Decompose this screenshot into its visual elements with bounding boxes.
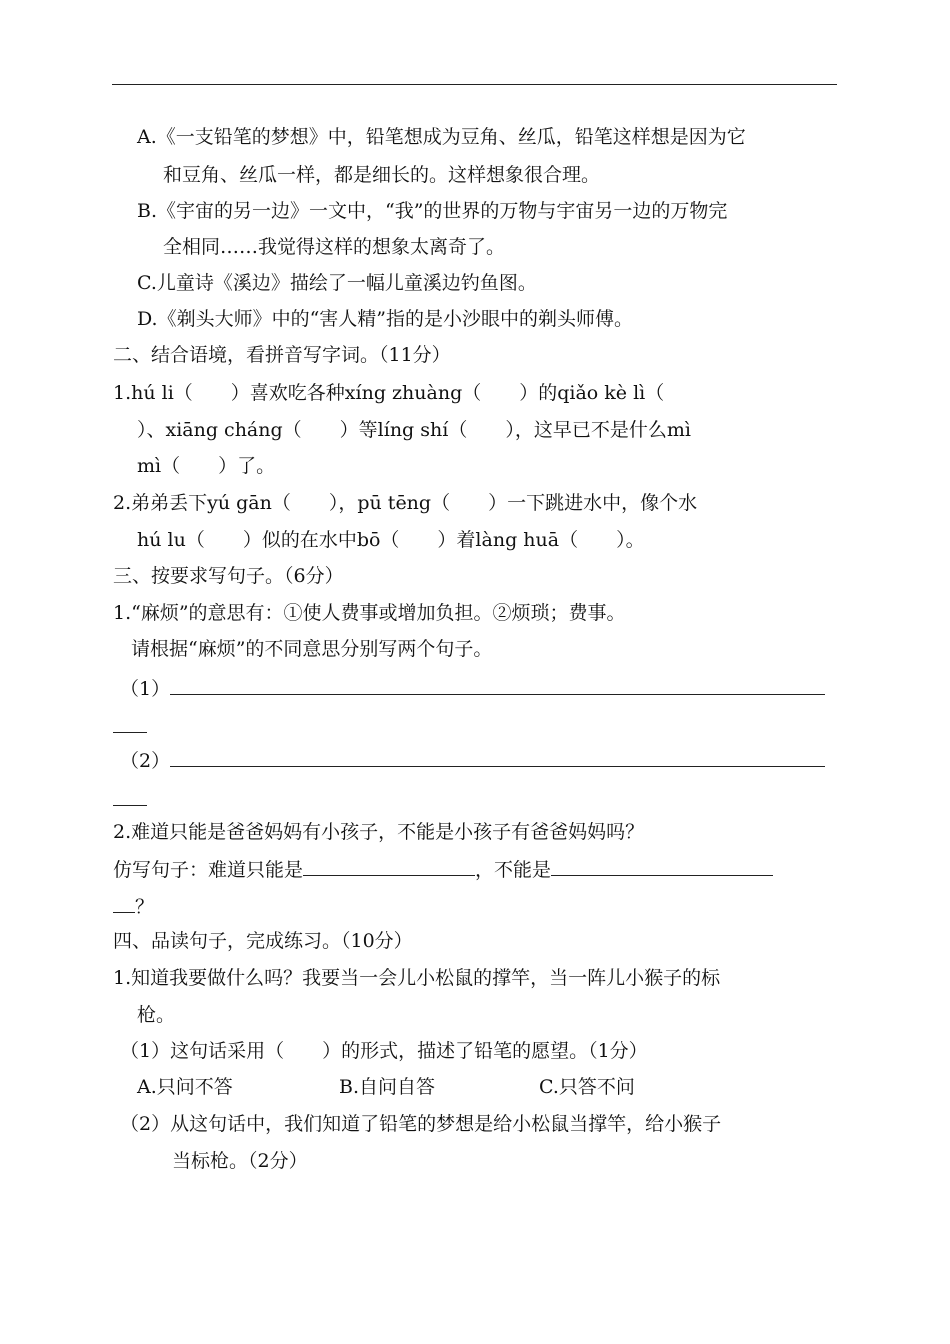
answer-line-1-continued <box>113 712 147 740</box>
answer-line-2-continued <box>113 785 147 813</box>
section2-title: 二、结合语境，看拼音写字词。（11分） <box>113 344 451 366</box>
section4-sub1: （1）这句话采用（ ）的形式，描述了铅笔的愿望。（1分） <box>120 1040 648 1062</box>
section2-q1-line3: mì（ ）了。 <box>137 455 276 477</box>
section4-sub1-options <box>137 1074 635 1100</box>
option-d: D.《剃头大师》中的“害人精”指的是小沙眼中的剃头师傅。 <box>137 308 634 330</box>
imitate-end: ？ <box>135 896 155 918</box>
imitate-blank-2-tail[interactable] <box>113 892 135 913</box>
answer-line-1 <box>120 674 825 702</box>
imitate-prefix: 仿写句子：难道只能是 <box>113 859 304 881</box>
imitate-line-continued <box>113 892 154 920</box>
answer-blank-2-tail[interactable] <box>113 785 147 806</box>
header-rule <box>112 84 837 85</box>
imitate-mid: ，不能是 <box>475 859 552 881</box>
answer-label-1: （1） <box>120 678 171 700</box>
section4-sub2-line2: 当标枪。（2分） <box>172 1150 308 1172</box>
section4-title: 四、品读句子，完成练习。（10分） <box>113 930 413 952</box>
imitate-blank-1[interactable] <box>303 855 475 876</box>
option-b-line1: B.《宇宙的另一边》一文中，“我”的世界的万物与宇宙另一边的万物完 <box>137 200 728 222</box>
section2-q1-line2: ）、xiāng cháng（ ）等líng shí（ ），这早已不是什么mì <box>137 419 691 441</box>
answer-blank-1-tail[interactable] <box>113 712 147 733</box>
option-a-line2: 和豆角、丝瓜一样，都是细长的。这样想象很合理。 <box>163 164 601 186</box>
section3-q1: 1.“麻烦”的意思有：①使人费事或增加负担。②烦琐；费事。 <box>113 602 626 624</box>
section2-q2-line2: hú lu（ ）似的在水中bō（ ）着làng huā（ ）。 <box>137 529 645 551</box>
choice-c[interactable]: C.只答不问 <box>539 1076 635 1098</box>
section4-q1-line1: 1.知道我要做什么吗？我要当一会儿小松鼠的撑竿，当一阵儿小猴子的标 <box>113 967 721 989</box>
section2-q2-line1: 2.弟弟丢下yú gān（ ），pū tēng（ ）一下跳进水中，像个水 <box>113 492 698 514</box>
answer-blank-2[interactable] <box>170 746 825 767</box>
answer-line-2 <box>120 746 825 774</box>
section3-q1-instruction: 请根据“麻烦”的不同意思分别写两个句子。 <box>131 638 493 660</box>
section3-q2: 2.难道只能是爸爸妈妈有小孩子，不能是小孩子有爸爸妈妈吗？ <box>113 821 645 843</box>
imitate-blank-2[interactable] <box>551 855 773 876</box>
section4-q1-line2: 枪。 <box>137 1004 176 1026</box>
option-c: C.儿童诗《溪边》描绘了一幅儿童溪边钓鱼图。 <box>137 272 537 294</box>
section4-sub2-line1: （2）从这句话中，我们知道了铅笔的梦想是给小松鼠当撑竿，给小猴子 <box>120 1113 722 1135</box>
section3-title: 三、按要求写句子。（6分） <box>113 565 344 587</box>
section2-q1-line1: 1.hú li（ ）喜欢吃各种xíng zhuàng（ ）的qiǎo kè lì（ <box>113 382 665 404</box>
choice-a[interactable]: A.只问不答 <box>137 1076 233 1098</box>
option-b-line2: 全相同……我觉得这样的想象太离奇了。 <box>163 236 506 258</box>
choice-b[interactable]: B.自问自答 <box>339 1076 436 1098</box>
answer-label-2: （2） <box>120 750 171 772</box>
imitate-line <box>113 855 773 883</box>
answer-blank-1[interactable] <box>170 674 825 695</box>
option-a-line1: A.《一支铅笔的梦想》中，铅笔想成为豆角、丝瓜，铅笔这样想是因为它 <box>137 126 746 148</box>
